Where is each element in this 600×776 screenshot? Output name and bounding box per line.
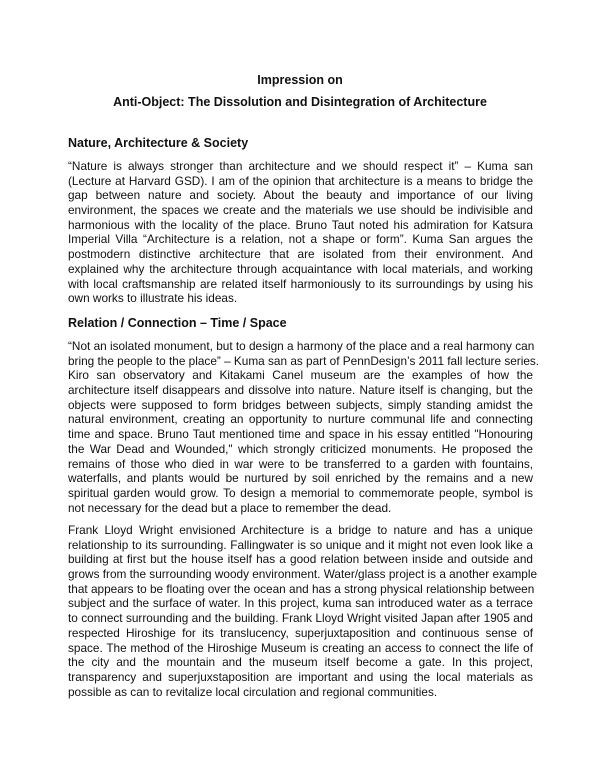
text-line: subject and the surface of water. In this project, kuma san introduced water as a terrace xyxy=(68,596,533,611)
text-line: objects were supposed to form bridges between subjects, simply standing amidst the xyxy=(68,397,533,412)
text-line: architecture itself disappears and dissolve into nature. Nature itself is changing, but the xyxy=(68,383,533,398)
text-line: transparency and superjuxstaposition are important and using the local materials as xyxy=(68,669,533,684)
text-line: Imperial Villa “Architecture is a relation, not a shape or form”. Kuma San argues the xyxy=(68,232,533,247)
text-line: bring the people to the place” – Kuma san as part of PennDesign’s 2011 fall lecture series. xyxy=(68,353,540,368)
text-line: that appears to be floating over the ocean and has a strong physical relationship between xyxy=(68,581,535,596)
paragraph xyxy=(68,523,538,699)
text-line: gap between nature and society. About the beauty and importance of our living xyxy=(68,188,533,203)
text-line: harmonious with the locality of the place. Bruno Taut noted his admiration for Katsura xyxy=(68,217,533,232)
text-line: explained why the architecture through acquaintance with local materials, and working xyxy=(68,261,533,276)
text-line: “Not an isolated monument, but to design a harmony of the place and a real harmony can xyxy=(68,339,535,353)
text-line: time and space. Bruno Taut mentioned time and space in his essay entitled "Honouring xyxy=(68,427,533,442)
section-heading: Nature, Architecture & Society xyxy=(68,136,249,150)
text-line: spiritual garden would grow. To design a memorial to commemorate people, symbol is xyxy=(68,485,533,500)
document-subtitle: Anti-Object: The Dissolution and Disintegration of Architecture xyxy=(113,95,487,109)
text-line: remains of those who died in war were to be transferred to a garden with fountains, xyxy=(68,456,533,471)
text-line: respected Hiroshige for its translucency, superjuxtaposition and continuous sense of xyxy=(68,625,533,640)
document-title: Impression on xyxy=(257,73,343,87)
text-line: waterfalls, and plants would be nurtured by soil enriched by the remains and a new xyxy=(68,471,533,486)
text-line: the War Dead and Wounded," which strongly criticized monuments. He proposed the xyxy=(68,441,533,456)
text-line: possible as can to revitalize local circulation and regional communities. xyxy=(68,684,438,699)
text-line: grows from the surrounding woody environment. Water/glass project is a another example xyxy=(68,567,538,582)
text-line: Frank Lloyd Wright envisioned Architecture is a bridge to nature and has a unique xyxy=(68,523,533,537)
paragraph xyxy=(68,339,540,515)
text-line: own works to illustrate his ideas. xyxy=(68,291,238,306)
section-heading: Relation / Connection – Time / Space xyxy=(68,316,287,330)
text-line: (Lecture at Harvard GSD). I am of the opinion that architecture is a means to bridge the xyxy=(68,173,533,188)
text-line: postmodern distinctive architecture that are isolated from their environment. And xyxy=(68,247,533,262)
text-line: building at first but the house itself has a good relation between inside and outside and xyxy=(68,552,533,567)
text-line: with local craftsmanship are related itself harmoniously to its surroundings by using his xyxy=(68,276,533,291)
text-line: natural environment, creating an opportunity to nurture communal life and connecting xyxy=(68,412,533,427)
text-line: relationship to its surrounding. Fallingwater is so unique and it might not even look like a xyxy=(68,537,533,552)
text-line: the city and the mountain and the museum itself become a gate. In this project, xyxy=(68,655,533,670)
text-line: environment, the spaces we create and the materials we use should be indivisible and xyxy=(68,203,533,218)
paragraph xyxy=(68,159,533,306)
text-line: “Nature is always stronger than architecture and we should respect it” – Kuma san xyxy=(68,159,533,173)
text-line: Kiro san observatory and Kitakami Canel museum are the examples of how the xyxy=(68,368,533,383)
text-line: space. The method of the Hiroshige Museum is creating an access to connect the life of xyxy=(68,640,533,655)
text-line: to connect surrounding and the building. Frank Lloyd Wright visited Japan after 1905 and xyxy=(68,611,533,626)
text-line: not necessary for the dead but a place to remember the dead. xyxy=(68,500,392,515)
